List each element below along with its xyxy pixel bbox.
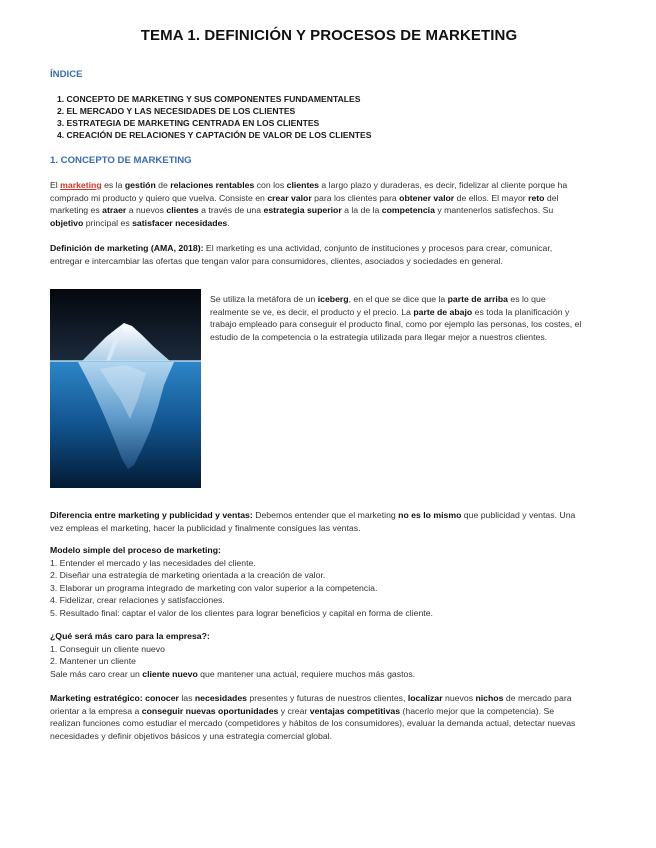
section-1-heading: 1. CONCEPTO DE MARKETING: [50, 155, 192, 166]
index-heading: ÍNDICE: [50, 69, 83, 80]
list-item: 2. Diseñar una estrategia de marketing orientada a la creación de valor.: [50, 570, 326, 581]
iceberg-paragraph: Se utiliza la metáfora de un iceberg, en el que se dice que la parte de arriba es lo que realmente se ve, es decir, el producto y el precio. La parte de abajo es toda la planificación y trabajo empleado para conseguir el producto final, como por ejemplo las personas, los costes, el estudio de la competencia o la estrategia utilizada para llegar mejor a nuestros clientes.: [210, 294, 582, 342]
list-item: 2. Mantener un cliente: [50, 656, 136, 667]
list-item: 5. Resultado final: captar el valor de los clientes para lograr beneficios y capital en forma de cliente.: [50, 607, 433, 618]
marketing-link[interactable]: marketing: [60, 180, 102, 190]
difference-label: Diferencia entre marketing y publicidad y ventas:: [50, 510, 253, 520]
list-item: 3. Elaborar un programa integrado de marketing con valor superior a la competencia.: [50, 582, 378, 593]
iceberg-image: [50, 289, 201, 488]
strategic-marketing-paragraph: Marketing estratégico: conocer las necesidades presentes y futuras de nuestros clientes, localizar nuevos nichos de mercado para orientar a la empresa a conseguir nuevas oportunidades y crear ventajas competitivas (hacerlo mejor que la competencia). Se realizan funciones como estudiar el mercado (competidores y hábitos de los consumidores), evaluar la demanda actual, detectar nuevas necesidades y definir objetivos básicos y una estrategia comercial global.: [50, 693, 576, 741]
definition-label: Definición de marketing (AMA, 2018):: [50, 243, 204, 253]
list-item: 1. Entender el mercado y las necesidades del cliente.: [50, 558, 256, 568]
list-item: 4. Fidelizar, crear relaciones y satisfacciones.: [50, 595, 225, 606]
toc-item-4[interactable]: 4. CREACIÓN DE RELACIONES Y CAPTACIÓN DE VALOR DE LOS CLIENTES: [57, 130, 372, 140]
cost-heading: ¿Qué será más caro para la empresa?:: [50, 631, 210, 641]
list-item: 1. Conseguir un cliente nuevo: [50, 644, 165, 654]
table-of-contents: [57, 93, 372, 141]
intro-paragraph: El marketing es la gestión de relaciones rentables con los clientes a largo plazo y duraderas, es decir, fidelizar al cliente porque ha comprado mi producto y quiero que vuelva. Consiste en crear valor para los clientes para obtener valor de ellos. El mayor reto del marketing es atraer a nuevos clientes a través de una estrategia superior a la de la competencia y mantenerlos satisfechos. Su objetivo principal es satisfacer necesidades.: [50, 180, 568, 228]
cost-options-list: [50, 643, 165, 668]
toc-item-1[interactable]: 1. CONCEPTO DE MARKETING Y SUS COMPONENTES FUNDAMENTALES: [57, 94, 361, 104]
document-title: TEMA 1. DEFINICIÓN Y PROCESOS DE MARKETING: [140, 27, 518, 44]
toc-item-3[interactable]: 3. ESTRATEGIA DE MARKETING CENTRADA EN LOS CLIENTES: [57, 118, 320, 128]
cost-conclusion: Sale más caro crear un cliente nuevo que mantener una actual, requiere muchos más gastos.: [50, 669, 416, 679]
strategic-label: Marketing estratégico:: [50, 693, 143, 703]
toc-item-2[interactable]: 2. EL MERCADO Y LAS NECESIDADES DE LOS CLIENTES: [57, 106, 296, 116]
model-steps-list: [50, 557, 433, 619]
model-heading: Modelo simple del proceso de marketing:: [50, 545, 221, 555]
definition-paragraph: Definición de marketing (AMA, 2018): El marketing es una actividad, conjunto de instituciones y procesos para crear, comunicar, entregar e intercambiar las ofertas que tengan valor para consumidores, clientes, asociados y sociedades en general.: [50, 243, 553, 266]
difference-paragraph: Diferencia entre marketing y publicidad y ventas: Debemos entender que el marketing no es lo mismo que publicidad y ventas. Una vez empleas el marketing, hacer la publicidad y finalmente consigues las ventas.: [50, 510, 576, 533]
